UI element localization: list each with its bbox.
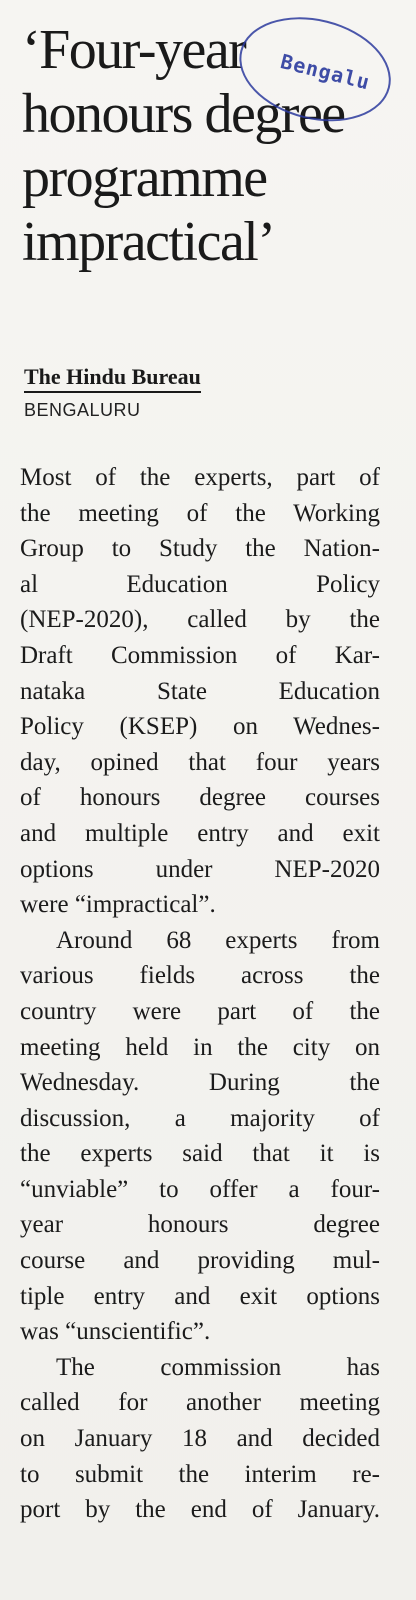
dateline: BENGALURU [24, 400, 141, 420]
article-paragraph-1 [20, 460, 380, 923]
text-line: of honours degree courses [20, 784, 380, 812]
headline-line: impractical’ [22, 211, 275, 273]
text-line: Group to Study the Nation- [20, 535, 380, 563]
text-line: options under NEP-2020 [20, 855, 380, 883]
text-line: port by the end of January. [20, 1496, 380, 1524]
text-line: Around 68 experts from [56, 926, 380, 954]
text-line: Most of the experts, part of [20, 464, 380, 491]
text-line: various fields across the [20, 962, 380, 990]
text-line: al Education Policy [20, 570, 380, 598]
text-line: discussion, a majority of [20, 1104, 380, 1132]
text-line: the meeting of the Working [20, 499, 380, 527]
text-line: Wednesday. During the [20, 1069, 380, 1097]
text-line: nataka State Education [20, 677, 380, 705]
text-line: were “impractical”. [20, 891, 216, 919]
text-line: tiple entry and exit options [20, 1282, 380, 1310]
stamp-text: Bengalu [278, 49, 373, 95]
article-paragraph-2 [20, 923, 380, 1350]
text-line: Policy (KSEP) on Wednes- [20, 713, 380, 741]
text-line: course and providing mul- [20, 1247, 380, 1275]
text-line: on January 18 and decided [20, 1425, 380, 1453]
text-line: to submit the interim re- [20, 1460, 380, 1488]
text-line: “unviable” to offer a four- [20, 1175, 380, 1203]
text-line: (NEP-2020), called by the [20, 606, 380, 634]
text-line: was “unscientific”. [20, 1318, 211, 1346]
article-paragraph-3 [20, 1350, 380, 1528]
byline: The Hindu Bureau [24, 364, 201, 393]
article-body [20, 460, 380, 1528]
text-line: the experts said that it is [20, 1140, 380, 1168]
text-line: year honours degree [20, 1211, 380, 1239]
text-line: meeting held in the city on [20, 1033, 380, 1061]
text-line: day, opined that four years [20, 748, 380, 776]
headline-line: ‘Four-year [22, 19, 246, 81]
text-line: The commission has [56, 1353, 380, 1381]
text-line: and multiple entry and exit [20, 819, 380, 847]
text-line: country were part of the [20, 997, 380, 1025]
text-line: called for another meeting [20, 1389, 380, 1417]
headline-line: honours degree [22, 83, 345, 145]
text-line: Draft Commission of Kar- [20, 641, 380, 669]
headline-line: programme [22, 147, 267, 209]
